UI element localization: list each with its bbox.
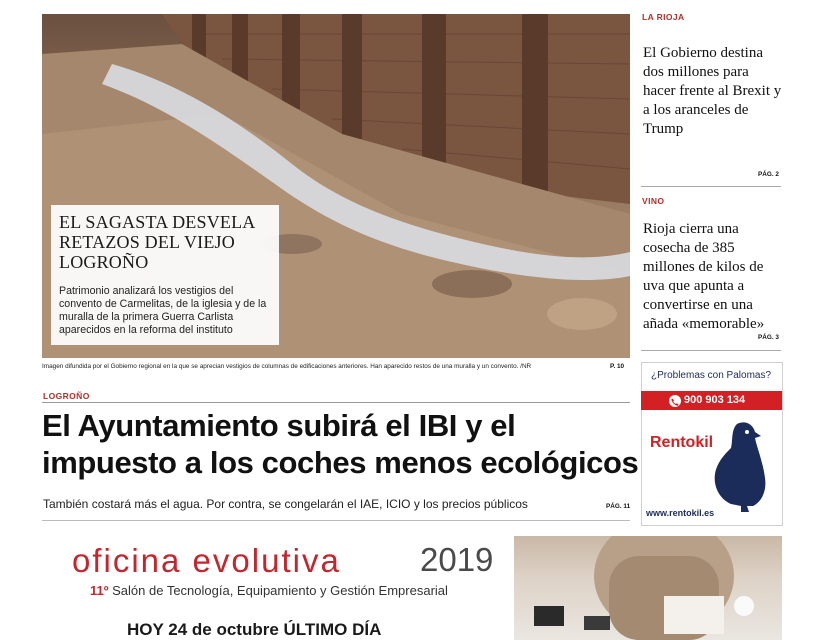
divider: [42, 402, 630, 403]
main-subheadline: También costará más el agua. Por contra, se congelarán el IAE, ICIO y los precios públicos: [43, 497, 528, 511]
section-label-la-rioja: LA RIOJA: [642, 12, 685, 22]
oficina-ad-subtitle-text: Salón de Tecnología, Equipamiento y Gestión Empresarial: [112, 583, 448, 598]
section-label-logrono: LOGROÑO: [43, 391, 90, 401]
oficina-ad-photo: [514, 536, 782, 640]
rentokil-logo: Rentokil: [650, 434, 714, 451]
photo-headline[interactable]: EL SAGASTA DESVELA RETAZOS DEL VIEJO LOGROÑO: [59, 212, 255, 272]
story-page-ref: PÁG. 3: [758, 334, 779, 341]
oficina-ad-subtitle: [90, 583, 448, 598]
ad-url[interactable]: www.rentokil.es: [646, 508, 715, 518]
phone-icon: [669, 395, 681, 407]
oficina-ad-title[interactable]: oficina evolutiva: [72, 542, 341, 579]
caption-page-ref: P. 10: [610, 363, 625, 370]
photo-caption: Imagen difundida por el Gobierno regional en la que se aprecian vestigios de columnas de edificaciones anteriores. Han aparecido restos de una muralla y un convento. /NR: [42, 363, 532, 370]
main-headline[interactable]: El Ayuntamiento subirá el IBI y el impuesto a los coches menos ecológicos: [42, 408, 639, 480]
section-label-vino: VINO: [642, 196, 665, 206]
office-illustration: [514, 536, 782, 640]
oficina-ad-day: HOY 24 de octubre ÚLTIMO DÍA: [127, 620, 382, 639]
ad-question: ¿Problemas con Palomas?: [650, 370, 772, 381]
story-headline-brexit[interactable]: El Gobierno destina dos millones para hacer frente al Brexit y a los aranceles de Trump: [643, 45, 782, 137]
divider: [42, 520, 630, 521]
pigeon-icon: [703, 418, 777, 514]
photo-summary: Patrimonio analizará los vestigios del convento de Carmelitas, de la iglesia y de la muralla de la primera Guerra Carlista aparecidos en la reforma del instituto: [59, 285, 267, 336]
subheadline-page-ref: PÁG. 11: [606, 503, 631, 510]
oficina-ad-edition: 11º: [90, 583, 109, 598]
divider: [641, 350, 781, 351]
story-headline-cosecha[interactable]: Rioja cierra una cosecha de 385 millones de kilos de uva que apunta a convertirse en una añada «memorable»: [643, 221, 765, 332]
oficina-ad-year: 2019: [420, 541, 494, 578]
ad-phone-number[interactable]: 900 903 134: [684, 394, 746, 406]
story-page-ref: PÁG. 2: [758, 171, 779, 178]
divider: [641, 186, 781, 187]
